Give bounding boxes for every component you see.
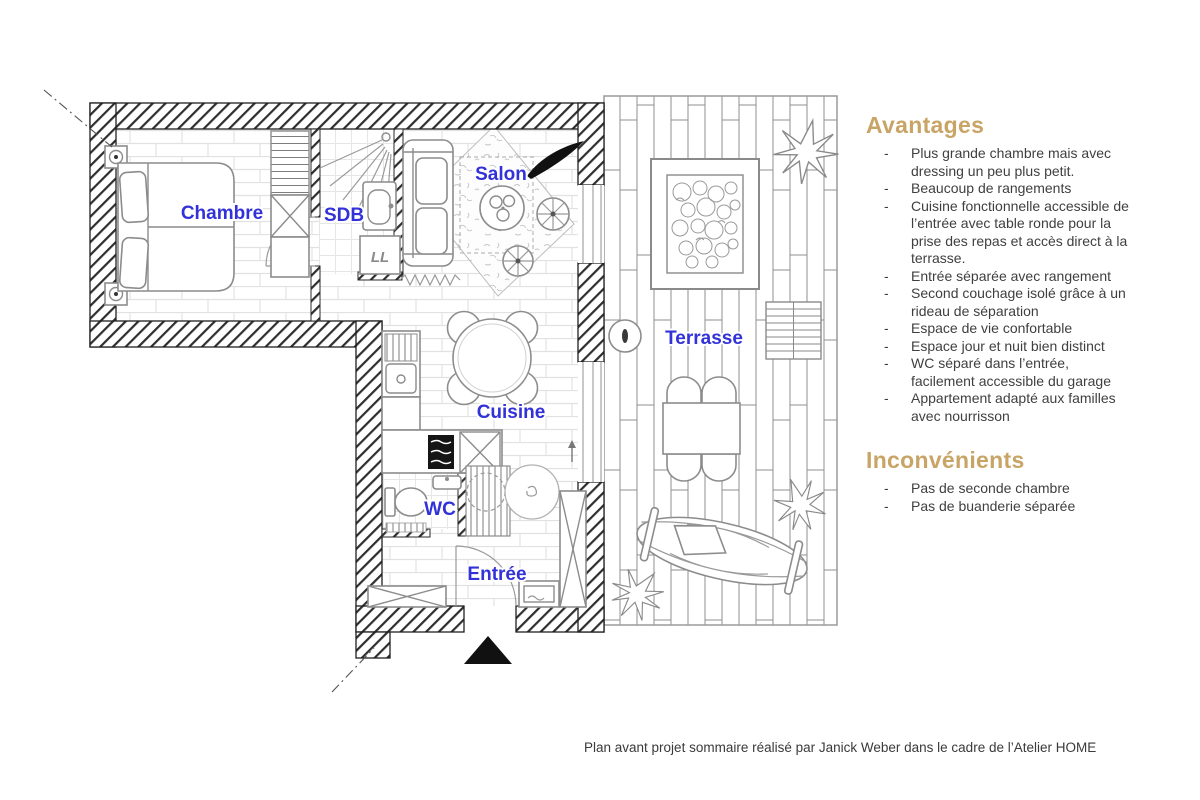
bullet-dash: - (884, 180, 889, 196)
terrace (600, 96, 844, 631)
room-label-salon: Salon (475, 164, 527, 185)
bullet-dash: - (884, 320, 889, 336)
inconveniences-list (866, 480, 1166, 515)
entry-rug (505, 465, 559, 519)
bullet-dash: - (884, 145, 889, 161)
terrace-table (663, 377, 740, 481)
washing-machine (360, 236, 400, 274)
planter (651, 159, 759, 289)
terrace-mat (766, 302, 821, 359)
pouf (503, 246, 533, 276)
bullet-dash: - (884, 390, 889, 406)
list-item: - Pas de seconde chambre (866, 480, 1166, 498)
entry-wardrobe (560, 491, 586, 607)
notes-panel (866, 112, 1166, 515)
bullet-dash: - (884, 355, 889, 371)
dressing-wardrobe (271, 131, 309, 277)
bullet-dash: - (884, 337, 889, 354)
bullet-dash: - (884, 285, 889, 301)
entrance-arrow (464, 636, 512, 664)
coffee-table (480, 186, 524, 230)
bed (118, 163, 234, 291)
bullet-dash: - (884, 480, 889, 496)
credit-caption: Plan avant projet sommaire réalisé par Janick Weber dans le cadre de l’Atelier HOME (584, 740, 1097, 755)
inconveniences-title: Inconvénients (866, 447, 1025, 473)
room-label-entree: Entrée (467, 564, 527, 585)
bathroom-sink (363, 182, 396, 230)
pouf (537, 198, 569, 230)
sofa (403, 140, 453, 266)
room-label-chambre: Chambre (180, 203, 264, 224)
window (578, 185, 604, 263)
advantages-list (866, 145, 1166, 425)
list-item: - Cuisine fonctionnelle accessible de l’entrée avec table ronde pour la prise des repas et accès direct à la terrasse. (866, 198, 1166, 268)
water-heater (466, 466, 510, 536)
list-item: - Second couchage isolé grâce à un rideau de séparation (866, 285, 1166, 320)
terrace-door (578, 362, 604, 482)
list-item: - Espace de vie confortable (866, 320, 1166, 338)
bullet-dash: - (884, 197, 889, 214)
list-item: - Beaucoup de rangements (866, 180, 1166, 198)
list-item: - Appartement adapté aux familles avec nourrisson (866, 390, 1166, 425)
washing-machine-label: LL (370, 249, 390, 266)
shoe-cabinet (368, 586, 446, 607)
room-label-wc: WC (424, 499, 456, 520)
bullet-dash: - (884, 267, 889, 284)
room-label-cuisine: Cuisine (476, 402, 546, 423)
kitchen-sink-counter (382, 331, 420, 430)
room-label-terrasse: Terrasse (665, 328, 743, 349)
advantages-block (866, 112, 1166, 425)
list-item: - Pas de buanderie séparée (866, 498, 1166, 516)
room-label-sdb: SDB (323, 205, 365, 226)
list-item: - Plus grande chambre mais avec dressing un peu plus petit. (866, 145, 1166, 180)
list-item: - Espace jour et nuit bien distinct (866, 338, 1166, 356)
advantages-title: Avantages (866, 112, 985, 138)
list-item: - Entrée séparée avec rangement (866, 268, 1166, 286)
dining-table (448, 312, 538, 405)
terrace-side-table (609, 320, 641, 352)
list-item: - WC séparé dans l’entrée, facilement accessible du garage (866, 355, 1166, 390)
bullet-dash: - (884, 497, 889, 514)
inconveniences-block (866, 447, 1166, 515)
